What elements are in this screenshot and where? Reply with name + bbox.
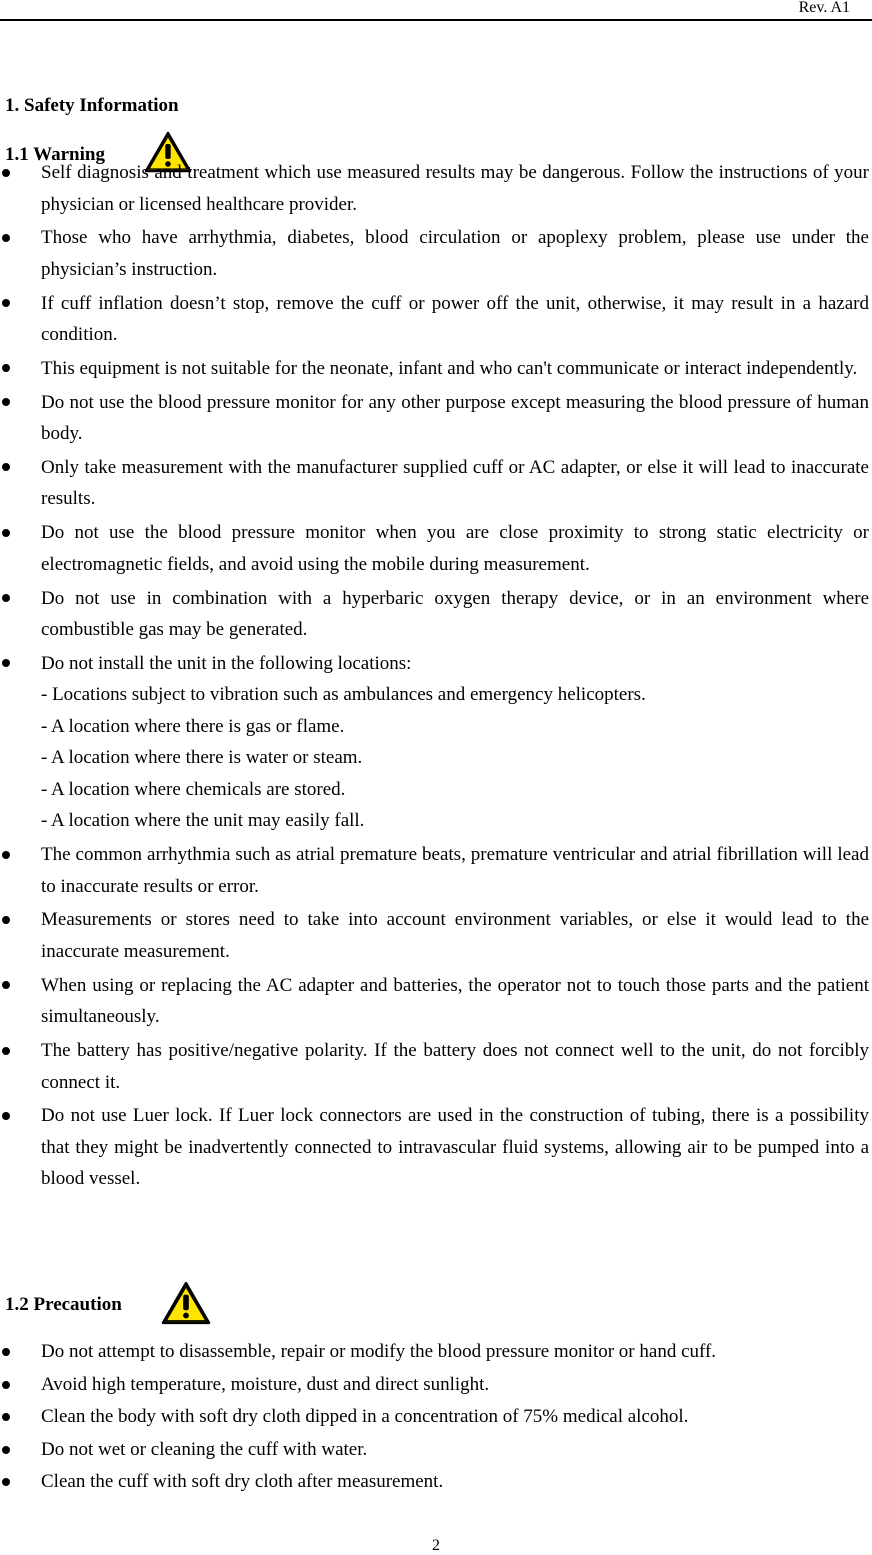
warning-heading-text: 1.1 Warning: [5, 144, 105, 165]
bullet-icon: [2, 529, 10, 537]
list-item: [0, 157, 869, 220]
list-item-text: Self diagnosis and treatment which use measured results may be dangerous. Follow the instructions of your physician or licensed healthcare provider.: [41, 162, 869, 215]
list-item-text: Clean the body with soft dry cloth dipped in a concentration of 75% medical alcohol.: [41, 1406, 689, 1427]
list-item-text: If cuff inflation doesn’t stop, remove the cuff or power off the unit, otherwise, it may result in a hazard condition.: [41, 292, 869, 346]
list-item-text: Those who have arrhythmia, diabetes, blood circulation or apoplexy problem, please use under the physician’s instruction.: [41, 227, 869, 280]
list-item-text: Only take measurement with the manufacturer supplied cuff or AC adapter, or else it will lead to inaccurate results.: [41, 456, 869, 510]
bullet-icon: [2, 234, 10, 242]
list-item: [0, 1467, 869, 1497]
warning-list: [0, 157, 869, 1197]
sub-list-item: - A location where the unit may easily fall.: [41, 810, 365, 832]
bullet-icon: [2, 398, 10, 406]
bullet-icon: [2, 364, 10, 372]
list-item-text: Avoid high temperature, moisture, dust and direct sunlight.: [41, 1373, 490, 1395]
bullet-icon: [2, 916, 10, 924]
bullet-icon: [2, 169, 10, 177]
warning-triangle-icon: [161, 1281, 211, 1325]
list-item: [0, 222, 869, 285]
precaution-heading: [5, 1293, 122, 1317]
list-item-text: Do not attempt to disassemble, repair or modify the blood pressure monitor or hand cuff.: [41, 1341, 717, 1362]
section-title: 1. Safety Information: [5, 95, 179, 116]
list-item-text: The battery has positive/negative polarity. If the battery does not connect well to the unit, do not forcibly connect it.: [41, 1040, 869, 1093]
header-rule: [0, 19, 872, 21]
list-item: [0, 387, 869, 450]
list-item-text: Clean the cuff with soft dry cloth after measurement.: [41, 1471, 444, 1492]
bullet-icon: [2, 1047, 10, 1055]
precaution-list: [0, 1337, 869, 1500]
bullet-icon: [2, 1478, 10, 1486]
header-revision: Rev. A1: [798, 0, 850, 16]
list-item: [0, 583, 869, 646]
bullet-icon: [2, 851, 10, 859]
sub-list-item: - A location where there is gas or flame.: [41, 715, 345, 737]
page-number: 2: [432, 1537, 440, 1554]
list-item: [0, 517, 869, 580]
bullet-icon: [2, 1413, 10, 1421]
list-item-text: Measurements or stores need to take into account environment variables, or else it would lead to the inaccurate measurement.: [41, 909, 869, 962]
list-item: [0, 1337, 869, 1367]
list-item: [0, 1100, 869, 1195]
list-item-text: Do not use in combination with a hyperbaric oxygen therapy device, or in an environment where combustible gas may be generated.: [41, 587, 869, 641]
bullet-icon: [2, 594, 10, 602]
list-item: [0, 970, 869, 1033]
bullet-icon: [2, 981, 10, 989]
list-item: [0, 1035, 869, 1098]
sub-list-item: - A location where chemicals are stored.: [41, 778, 346, 800]
list-item-text: Do not use Luer lock. If Luer lock connectors are used in the construction of tubing, there is a possibility that they might be inadvertently connected to intravascular fluid systems, allowing air to be pumped into a blood vessel.: [41, 1105, 869, 1190]
sub-list-item: - A location where there is water or steam.: [41, 747, 363, 769]
bullet-icon: [2, 1112, 10, 1120]
bullet-icon: [2, 1446, 10, 1454]
list-item: [0, 904, 869, 967]
list-item: [0, 1402, 869, 1432]
list-item-text: Do not wet or cleaning the cuff with water.: [41, 1438, 368, 1460]
list-item: [0, 648, 869, 837]
list-item: [0, 1370, 869, 1400]
list-item-text: Do not use the blood pressure monitor for any other purpose except measuring the blood pressure of human body.: [41, 391, 869, 445]
list-item: [0, 839, 869, 902]
bullet-icon: [2, 299, 10, 307]
list-item-text: This equipment is not suitable for the neonate, infant and who can't communicate or interact independently.: [41, 357, 858, 379]
list-item: [0, 452, 869, 515]
precaution-heading-text: 1.2 Precaution: [5, 1294, 122, 1315]
bullet-icon: [2, 463, 10, 471]
sub-list-item: - Locations subject to vibration such as ambulances and emergency helicopters.: [41, 684, 646, 706]
list-item-text: Do not install the unit in the following locations:: [41, 652, 412, 674]
bullet-icon: [2, 1348, 10, 1356]
list-item: [0, 288, 869, 351]
list-item: [0, 1435, 869, 1465]
list-item-text: Do not use the blood pressure monitor when you are close proximity to strong static electricity or electromagnetic fields, and avoid using the mobile during measurement.: [41, 522, 869, 575]
list-item: [0, 353, 869, 385]
list-item-text: The common arrhythmia such as atrial premature beats, premature ventricular and atrial fibrillation will lead to inaccurate results or error.: [41, 844, 869, 897]
list-item-text: When using or replacing the AC adapter and batteries, the operator not to touch those parts and the patient simultaneously.: [41, 974, 869, 1028]
bullet-icon: [2, 659, 10, 667]
bullet-icon: [2, 1381, 10, 1389]
